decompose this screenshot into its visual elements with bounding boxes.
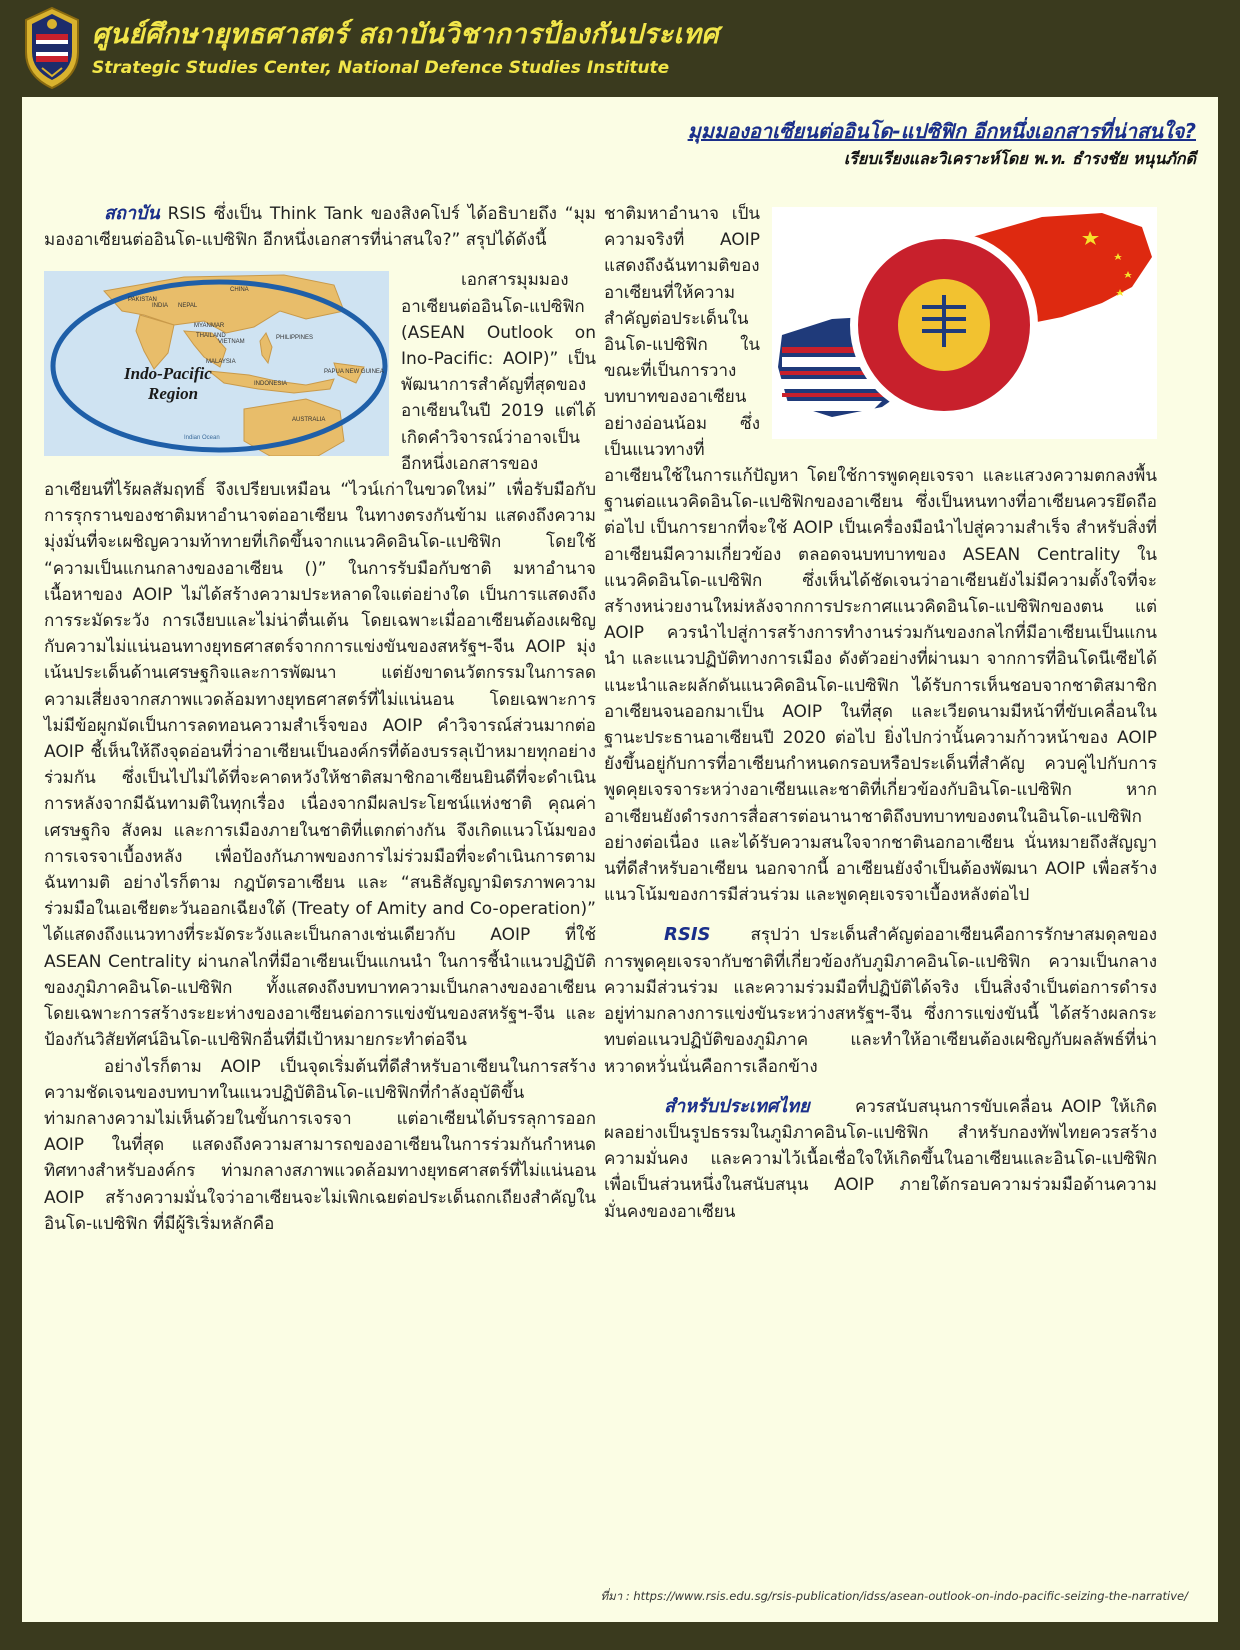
map-ocean-label: Indian Ocean xyxy=(184,435,220,442)
page-footer xyxy=(0,1622,1240,1650)
content-area xyxy=(22,97,1218,1622)
map-country-label: THAILAND xyxy=(196,333,226,340)
lead-institute: สถาบัน xyxy=(104,203,160,224)
right-paragraph-2-text: สรุปว่า ประเด็นสำคัญต่ออาเซียนคือการรักษาสมดุลของการพูดคุยเจรจากับชาติที่เกี่ยวข้องกับภูมิภาคอินโด-แปซิฟิก ความเป็นกลาง ความมีส่วนร่วม และความร่วมมือที่ปฏิบัติได้จริง เป็นสิ่งจำเป็นต่อการดำรงอยู่ท่ามกลางการแข่งขันระหว่างสหรัฐฯ-จีน ซึ่งการแข่งขันนี้ ได้สร้างผลกระทบต่อแนวปฏิบัติของภูมิภาค และทำให้อาเซียนต้องเผชิญกับผลลัพธ์ที่น่าหวาดหวั่นนั่นคือการเลือกข้าง xyxy=(604,925,1157,1077)
map-country-label: PAPUA NEW GUINEA xyxy=(324,369,384,376)
map-country-label: INDIA xyxy=(152,303,169,310)
indo-pacific-map xyxy=(44,271,389,456)
header-org-thai: ศูนย์ศึกษายุทธศาสตร์ สถาบันวิชาการป้องกันประเทศ xyxy=(92,19,720,50)
source-citation: ที่มา : https://www.rsis.edu.sg/rsis-publication/idss/asean-outlook-on-indo-pacific-seizing-the-narrative/ xyxy=(600,1589,1188,1603)
right-paragraph-1 xyxy=(604,201,1157,908)
left-paragraph-2-text: เอกสารมุมมองอาเซียนต่ออินโด-แปซิฟิก (ASEAN Outlook on Ino-Pacific: AOIP)” เป็นพัฒนาการสำคัญที่สุดของอาเซียนในปี 2019 แต่ได้เกิดคำวิจารณ์ว่าอาจเป็นอีกหนึ่งเอกสารของอาเซียนที่ไร้ผลสัมฤทธิ์ จึงเปรียบเหมือน “ไวน์เก่าในขวดใหม่” เพื่อรับมือกับการรุกรานของชาติมหาอำนาจต่ออาเซียน ในทางตรงกันข้าม แสดงถึงความมุ่งมั่นที่จะเผชิญความท้าทายที่เกิดขึ้นจากแนวคิดอินโด-แปซิฟิก โดยใช้ “ความเป็นแกนกลางของอาเซียน ()” ในการรับมือกับชาติ มหาอำนาจ เนื้อหาของ AOIP ไม่ได้สร้างความประหลาดใจแต่อย่างใด เป็นการแสดงถึงการระมัดระวัง การเงียบและไม่น่าตื่นเต้น โดยเฉพาะเมื่ออาเซียนต้องเผชิญกับความไม่แน่นอนทางยุทธศาสตร์จากการแข่งขันของสหรัฐฯ-จีน AOIP มุ่งเน้นประเด็นด้านเศรษฐกิจและการพัฒนา แต่ยังขาดนวัตกรรมในการลดความเสี่ยงจากสภาพแวดล้อมทางยุทธศาสตร์ที่ไม่แน่นอน โดยเฉพาะการไม่มีข้อผูกมัดเป็นการลดทอนความสำเร็จของ AOIP คำวิจารณ์ส่วนมากต่อ AOIP ชี้เห็นให้ถึงจุดอ่อนที่ว่าอาเซียนเป็นองค์กรที่ต้องบรรลุเป้าหมายทุกอย่างร่วมกัน ซึ่งเป็นไปไม่ได้ที่จะคาดหวังให้ชาติสมาชิกอาเซียนยินดีที่จะดำเนินการหลังจากมีฉันทามติในทุกเรื่อง เนื่องจากมีผลประโยชน์แห่งชาติ คุณค่า เศรษฐกิจ สังคม และการเมืองภายในชาติที่แตกต่างกัน จึงเกิดแนวโน้มของการเจรจาเบื้องหลัง เพื่อป้องกันภาพของการไม่ร่วมมือที่จะดำเนินการตามฉันทามติ อย่างไรก็ตาม กฎบัตรอาเซียน และ “สนธิสัญญามิตรภาพความร่วมมือในเอเชียตะวันออกเฉียงใต้ (Treaty of Amity and Co-operation)” ได้แสดงถึงแนวทางที่ระมัดระวังและเป็นกลางเช่นเดียวกับ AOIP ที่ใช้ ASEAN Centrality ผ่านกลไกที่มีอาเซียนเป็นแกนนำ ในการชี้นำแนวปฏิบัติของภูมิภาคอินโด-แปซิฟิก ทั้งแสดงถึงบทบาทความเป็นกลางของอาเซียน โดยเฉพาะการสร้างระยะห่างของอาเซียนต่อการแข่งขันของสหรัฐฯ-จีน และป้องกันวิสัยทัศน์อินโด-แปซิฟิกอื่นที่มีเป้าหมายกระทำต่อจีน xyxy=(44,270,596,1051)
map-country-label: NEPAL xyxy=(178,303,198,310)
asean-us-china-flags-image xyxy=(772,207,1157,439)
left-paragraph-3 xyxy=(44,1054,596,1237)
left-paragraph-2 xyxy=(44,267,596,1053)
right-paragraph-3-text: ควรสนับสนุนการขับเคลื่อน AOIP ให้เกิดผลอย่างเป็นรูปธรรมในภูมิภาคอินโด-แปซิฟิก สำหรับกองทัพไทยควรสร้างความมั่นคง และความไว้เนื้อเชื่อใจให้เกิดขึ้นในอาเซียนและอินโด-แปซิฟิก เพื่อเป็นส่วนหนึ่งในสนับสนุน AOIP ภายใต้กรอบความร่วมมือด้านความมั่นคงของอาเซียน xyxy=(604,1096,1157,1222)
page-header xyxy=(0,0,1240,97)
lead-thailand: สำหรับประเทศไทย xyxy=(664,1095,810,1117)
left-paragraph-3-text: อย่างไรก็ตาม AOIP เป็นจุดเริ่มต้นที่ดีสำหรับอาเซียนในการสร้างความชัดเจนของบทบาทในแนวปฏิบัติอินโด-แปซิฟิกที่กำลังอุบัติขึ้น ท่ามกลางความไม่เห็นด้วยในขั้นการเจรจา แต่อาเซียนได้บรรลุการออก AOIP ในที่สุด แสดงถึงความสามารถของอาเซียนในการร่วมกันกำหนดทิศทางสำหรับองค์กร ท่ามกลางสภาพแวดล้อมทางยุทธศาสตร์ที่ไม่แน่นอน AOIP สร้างความมั่นใจว่าอาเซียนจะไม่เพิกเฉยต่อประเด็นถกเถียงสำคัญในอินโด-แปซิฟิก ที่มีผู้ริเริ่มหลักคือ xyxy=(44,1056,596,1234)
map-country-label: MALAYSIA xyxy=(206,359,236,366)
map-country-label: VIETNAM xyxy=(218,339,245,346)
right-paragraph-3 xyxy=(604,1094,1157,1225)
map-country-label: AUSTRALIA xyxy=(292,417,326,424)
right-column xyxy=(604,201,1157,1239)
left-paragraph-1 xyxy=(44,201,596,253)
map-label-line1: Indo-Pacific xyxy=(124,364,212,384)
left-column xyxy=(44,201,596,1251)
article-title: มุมมองอาเซียนต่ออินโด-แปซิฟิก อีกหนึ่งเอกสารที่น่าสนใจ? xyxy=(687,119,1196,143)
article-author: เรียบเรียงและวิเคราะห์โดย พ.ท. ธำรงชัย หนุนภักดี xyxy=(843,149,1196,168)
right-paragraph-1-text: ชาติมหาอำนาจ เป็นความจริงที่ AOIP แสดงถึงฉันทามติของอาเซียนที่ให้ความสำคัญต่อประเด็นในอินโด-แปซิฟิก ในขณะที่เป็นการวางบทบาทของอาเซียนอย่างอ่อนน้อม ซึ่งเป็นแนวทางที่อาเซียนใช้ในการแก้ปัญหา โดยใช้การพูดคุยเจรจา และแสวงความตกลงพื้นฐานต่อแนวคิดอินโด-แปซิฟิกของอาเซียน ซึ่งเป็นหนทางที่อาเซียนควรยึดถือต่อไป เป็นการยากที่จะใช้ AOIP เป็นเครื่องมือนำไปสู่ความสำเร็จ สำหรับสิ่งที่อาเซียนมีความเกี่ยวข้อง ตลอดจนบทบาทของ ASEAN Centrality ในแนวคิดอินโด-แปซิฟิก ซึ่งเห็นได้ชัดเจนว่าอาเซียนยังไม่มีความตั้งใจที่จะสร้างหน่วยงานใหม่หลังจากการประกาศแนวคิดอินโด-แปซิฟิกของตน แต่ AOIP ควรนำไปสู่การสร้างการทำงานร่วมกันของกลไกที่มีอาเซียนเป็นแกนนำ และแนวปฏิบัติทางการเมือง ดังตัวอย่างที่ผ่านมา จากการที่อินโดนีเซียได้แนะนำและผลักดันแนวคิดอินโด-แปซิฟิก ได้รับการเห็นชอบจากชาติสมาชิกอาเซียนจนออกมาเป็น AOIP ในที่สุด และเวียดนามมีหน้าที่ขับเคลื่อนในฐานะประธานอาเซียนปี 2020 ต่อไป ยิ่งไปกว่านั้นความก้าวหน้าของ AOIP ยังขึ้นอยู่กับการที่อาเซียนกำหนดกรอบหรือประเด็นที่สำคัญ ควบคู่ไปกับการพูดคุยเจรจาระหว่างอาเซียนและชาติที่เกี่ยวข้องกับอินโด-แปซิฟิก หากอาเซียนยังดำรงการสื่อสารต่อนานาชาติถึงบทบาทของตนในอินโด-แปซิฟิกอย่างต่อเนื่อง และได้รับความสนใจจากชาตินอกอาเซียน นั่นหมายถึงสัญญานที่ดีสำหรับอาเซียน นอกจากนี้ อาเซียนยังจำเป็นต้องพัฒนา AOIP เพื่อสร้างแนวโน้มของการมีส่วนร่วม และพูดคุยเจรจาเบื้องหลังต่อไป xyxy=(604,204,1157,906)
header-org-english: Strategic Studies Center, National Defence Studies Institute xyxy=(92,58,670,78)
left-paragraph-1-text: RSIS ซึ่งเป็น Think Tank ของสิงคโปร์ ได้อธิบายถึง “มุมมองอาเซียนต่ออินโด-แปซิฟิก อีกหนึ่งเอกสารที่น่าสนใจ?” สรุปได้ดังนี้ xyxy=(44,204,596,251)
lead-rsis: RSIS xyxy=(664,924,711,946)
map-country-label: INDONESIA xyxy=(254,381,288,388)
map-label-line2: Region xyxy=(148,384,199,404)
map-country-label: PHILIPPINES xyxy=(276,335,314,342)
ndsi-emblem-icon xyxy=(20,6,84,90)
map-country-label: PAKISTAN xyxy=(128,297,157,304)
map-country-label: CHINA xyxy=(230,287,249,294)
map-country-label: MYANMAR xyxy=(194,323,225,330)
right-paragraph-2 xyxy=(604,922,1157,1079)
